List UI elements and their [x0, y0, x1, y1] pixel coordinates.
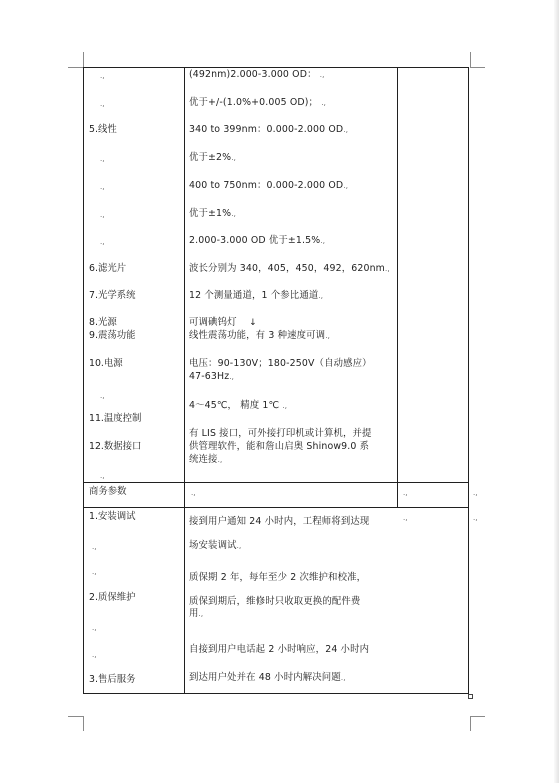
spec-label: 7.光学系统	[89, 290, 136, 301]
spec-label: 5.线性	[89, 124, 117, 135]
spec-label: 9.震荡功能	[89, 330, 136, 341]
table-divider-1	[184, 67, 185, 694]
table-resize-handle[interactable]	[468, 694, 473, 699]
paragraph-mark: .,	[100, 238, 105, 246]
spec-label: 12.数据接口	[89, 441, 142, 452]
spec-label: 6.滤光片	[89, 263, 127, 274]
table-border-right	[468, 67, 469, 694]
paragraph-mark: .,	[100, 72, 105, 80]
table-border-left	[83, 67, 84, 694]
service-label: 1.安装调试	[89, 511, 136, 522]
spec-value: 优于±2%.,	[189, 152, 236, 163]
table-border-top	[83, 67, 469, 68]
paragraph-mark: .,	[403, 489, 408, 497]
service-value: 自接到用户电话起 2 小时响应，24 小时内	[189, 644, 370, 655]
paragraph-mark: .,	[92, 543, 97, 551]
service-label: 3.售后服务	[89, 674, 136, 685]
spec-value: 340 to 399nm：0.000-2.000 OD.,	[189, 124, 349, 135]
paragraph-mark: .,	[100, 100, 105, 108]
paragraph-mark: .,	[100, 183, 105, 191]
spec-value: 波长分别为 340，405，450，492，620nm.,	[189, 263, 390, 274]
service-value: 到达用户处并在 48 小时内解决问题.,	[189, 672, 346, 683]
paragraph-mark: .,	[100, 211, 105, 219]
spec-label: 8.光源	[89, 317, 117, 328]
paragraph-mark: .,	[100, 155, 105, 163]
service-value: 场安装调试.,	[189, 540, 242, 551]
spec-value: 有 LIS 接口，可外接打印机或计算机，并提	[189, 428, 372, 439]
spec-label: 10.电源	[89, 358, 123, 369]
paragraph-mark: .,	[100, 392, 105, 400]
table-divider-2	[397, 67, 398, 507]
spec-value: 优于±1%.,	[189, 208, 236, 219]
service-value: 接到用户通知 24 小时内，工程师将到达现	[189, 516, 370, 527]
paragraph-mark: .,	[92, 624, 97, 632]
service-label: 2.质保维护	[89, 592, 136, 603]
paragraph-mark: .,	[100, 472, 105, 480]
paragraph-mark: .,	[92, 568, 97, 576]
spec-value: 可调碘钨灯 ↓	[189, 317, 257, 328]
spec-value: 线性震荡功能，有 3 种速度可调.,	[189, 330, 330, 341]
spec-label: 11.温度控制	[89, 413, 142, 424]
spec-value: 4～45℃， 精度 1℃ .,	[189, 400, 288, 411]
table-border-bottom	[83, 693, 469, 694]
paragraph-mark: .,	[473, 489, 478, 497]
business-section-header: 商务参数	[89, 486, 127, 497]
table-row-rule-business-bottom	[83, 507, 469, 508]
service-value: 质保到期后，维修时只收取更换的配件费	[189, 596, 361, 607]
spec-value: 12 个测量通道，1 个参比通道.,	[189, 290, 324, 301]
paragraph-mark: .,	[473, 514, 478, 522]
spec-value: 2.000-3.000 OD 优于±1.5%.,	[189, 235, 326, 246]
spec-value: 供管理软件，能和詹山启奥 Shinow9.0 系	[189, 441, 370, 452]
service-value: 用.,	[189, 608, 204, 619]
spec-value: (492nm)2.000-3.000 OD： .,	[189, 69, 325, 80]
spec-value: 统连接.,	[189, 454, 223, 465]
paragraph-mark: .,	[403, 514, 408, 522]
paragraph-mark: .,	[191, 489, 196, 497]
service-value: 质保期 2 年，每年至少 2 次维护和校准，	[189, 572, 367, 583]
spec-value: 47-63Hz.,	[189, 371, 235, 382]
table-row-rule-business-top	[83, 482, 469, 483]
spec-value: 电压：90-130V；180-250V（自动感应）	[189, 358, 372, 369]
spec-value: 优于+/-(1.0%+0.005 OD)； .,	[189, 97, 326, 108]
spec-value: 400 to 750nm：0.000-2.000 OD.,	[189, 180, 349, 191]
paragraph-mark: .,	[92, 651, 97, 659]
